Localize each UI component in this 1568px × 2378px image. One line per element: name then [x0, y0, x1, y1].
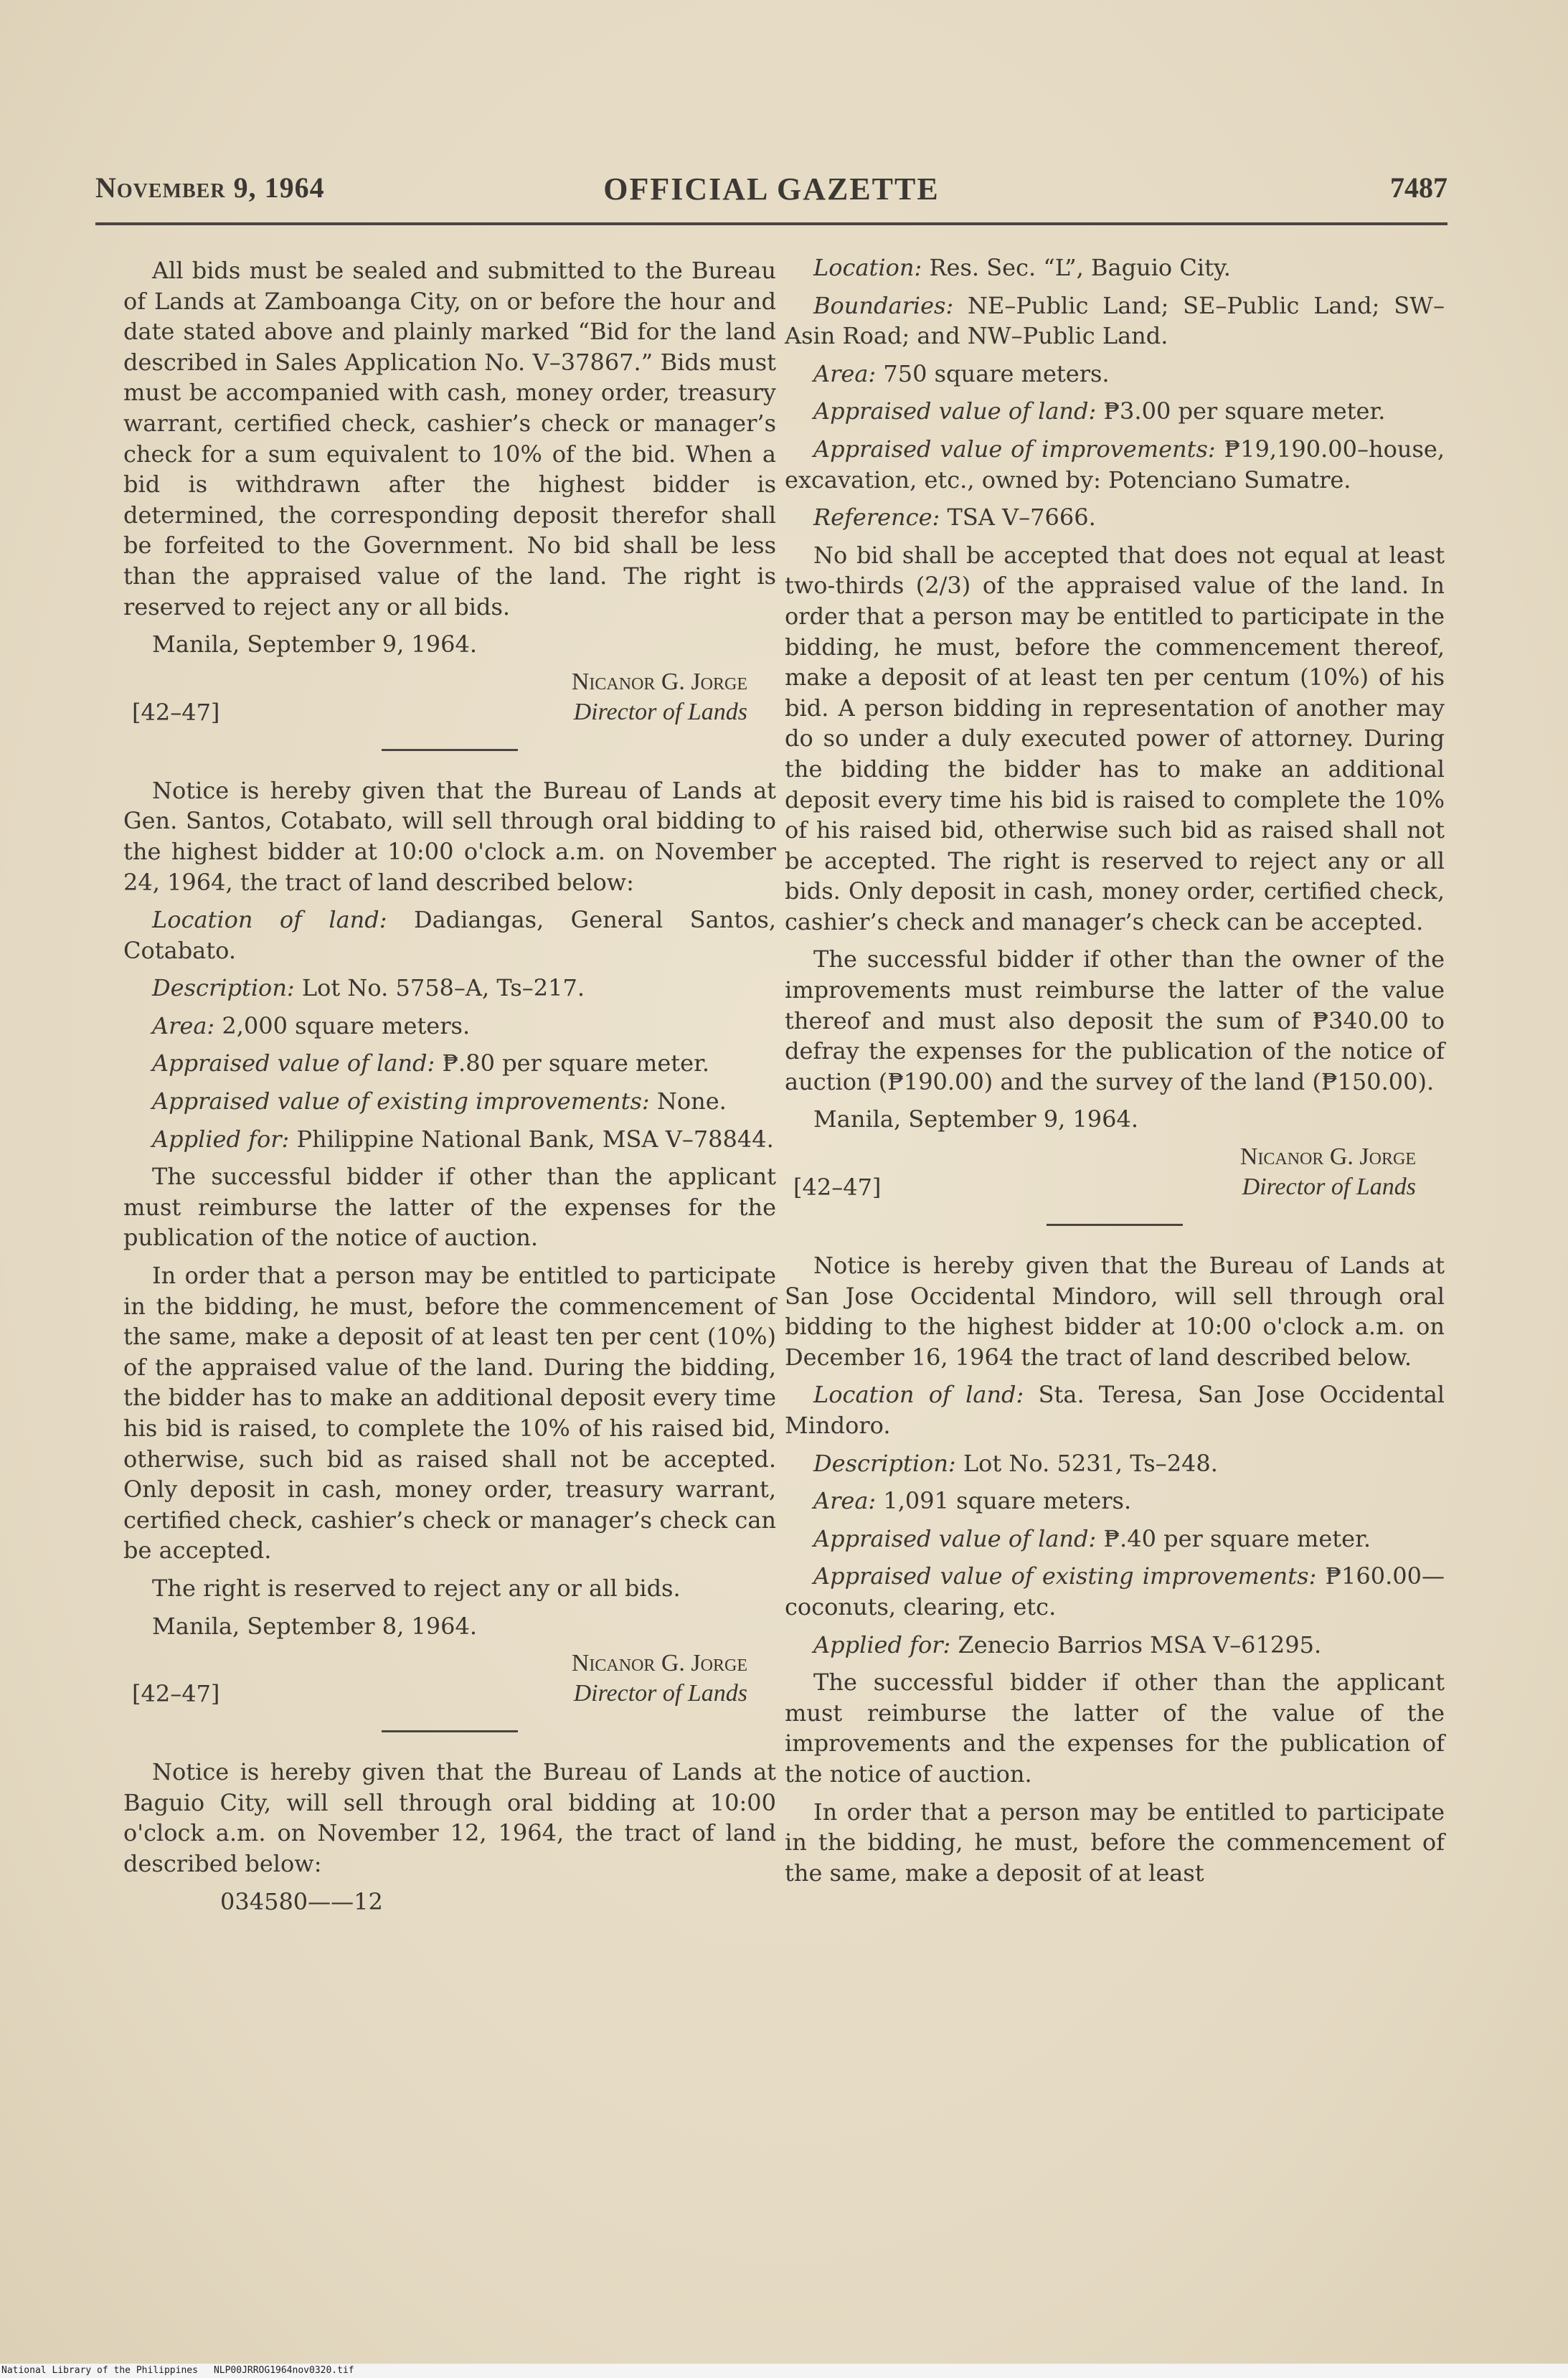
- field-value: ₱160.00—coconuts, clearing, etc.: [785, 1562, 1445, 1620]
- field-label: Appraised value of improvements:: [813, 435, 1216, 463]
- description-field: [785, 1448, 1445, 1479]
- applied-for-field: [123, 1124, 776, 1155]
- notice-date: Manila, September 9, 1964.: [152, 631, 478, 659]
- signatory-name: Nicanor G. Jorge: [571, 1650, 747, 1677]
- scan-footer: [0, 2364, 1568, 2378]
- appraised-land-field: [785, 1524, 1445, 1554]
- area-field: [785, 359, 1445, 390]
- reference-field: [785, 502, 1445, 533]
- notice-intro: Notice is hereby given that the Bureau of Lands at San Jose Occidental Mindoro, will sell through oral bidding to the highest bidder at 10:00 o'clock a.m. on December 16, 1964 the tract of land described below.: [785, 1252, 1445, 1371]
- field-label: Area:: [813, 359, 877, 387]
- section-divider: [1047, 1224, 1183, 1226]
- header-date: November 9, 1964: [95, 171, 325, 204]
- field-value: Philippine National Bank, MSA V–78844.: [289, 1125, 774, 1153]
- notice-date: Manila, September 8, 1964.: [152, 1612, 478, 1640]
- deposit-paragraph: In order that a person may be entitled to participate in the bidding, he must, before the commencement of the same, make a deposit of at least ten per cent (10%) of the appraised value of the land. During the bidding, the bidder has to make an additional deposit every time his bid is raised, to complete the 10% of his raised bid, otherwise, such bid as raised shall not be accepted. Only deposit in cash, money order, treasury warrant, certified check, cashier’s check or manager’s check can be accepted.: [123, 1262, 776, 1565]
- location-field: [785, 1379, 1445, 1440]
- area-field: [123, 1011, 776, 1042]
- field-label: Applied for:: [152, 1125, 290, 1153]
- field-value: 1,091 square meters.: [876, 1487, 1132, 1515]
- header-page-number: 7487: [1390, 171, 1447, 204]
- field-value: Lot No. 5758–A, Ts–217.: [294, 974, 585, 1002]
- field-value: Dadiangas, General Santos, Cotabato.: [123, 906, 777, 964]
- signatory-title: Director of Lands: [573, 698, 747, 725]
- field-value: Zenecio Barrios MSA V–61295.: [950, 1631, 1322, 1659]
- appraised-improvements-field: [785, 434, 1445, 495]
- location-field: [123, 905, 776, 966]
- no-bid-paragraph: No bid shall be accepted that does not equal at least two-thirds (2/3) of the appraised value of the land. In order that a person may be entitled to participate in the bidding, he must, before the commencement thereof, make a deposit of at least ten per centum (10%) of his bid. A person bidding in representation of another may do so under a duly executed power of attorney. During the bidding the bidder has to make an additional deposit every time his bid is raised to complete the 10% of his raised bid, otherwise such bid as raised shall not be accepted. The right is reserved to reject any or all bids. Only deposit in cash, money order, certified check, cashier’s check and manager’s check can be accepted.: [785, 541, 1445, 935]
- field-label: Description:: [813, 1449, 956, 1477]
- notice-date: Manila, September 9, 1964.: [813, 1105, 1139, 1133]
- field-label: Applied for:: [813, 1631, 951, 1659]
- field-label: Appraised value of land:: [813, 397, 1097, 425]
- library-credit: National Library of the Philippines: [1, 2365, 198, 2376]
- successful-bidder-paragraph: The successful bidder if other than the owner of the improvements must reimburse the latter of the value thereof and must also deposit the sum of ₱340.00 to defray the expenses for the publication of the notice of auction (₱190.00) and the survey of the land (₱150.00).: [785, 945, 1445, 1095]
- signature-block: [785, 1142, 1445, 1204]
- field-value: ₱19,190.00–house, excavation, etc., owned by: Potenciano Sumatre.: [785, 435, 1445, 494]
- field-label: Location of land:: [813, 1381, 1024, 1409]
- boundaries-field: [785, 291, 1445, 351]
- field-label: Appraised value of existing improvements:: [813, 1562, 1317, 1590]
- signatory-name: Nicanor G. Jorge: [1239, 1143, 1416, 1171]
- notice-intro: Notice is hereby given that the Bureau of Lands at Gen. Santos, Cotabato, will sell through oral bidding to the highest bidder at 10:00 o'clock a.m. on November 24, 1964, the tract of land described below:: [123, 776, 776, 896]
- left-column: [123, 255, 776, 1917]
- field-label: Boundaries:: [813, 291, 954, 319]
- field-value: Sta. Teresa, San Jose Occidental Mindoro.: [785, 1381, 1445, 1439]
- signature-block: [123, 1648, 776, 1710]
- field-value: TSA V–7666.: [940, 504, 1096, 532]
- issue-reference: [42–47]: [132, 1680, 220, 1708]
- issue-reference: [42–47]: [793, 1174, 882, 1202]
- area-field: [785, 1486, 1445, 1516]
- field-value: 750 square meters.: [876, 359, 1110, 387]
- field-value: ₱.40 per square meter.: [1096, 1524, 1371, 1552]
- header-title: OFFICIAL GAZETTE: [603, 171, 940, 207]
- field-label: Description:: [152, 974, 295, 1002]
- location-field: [785, 253, 1445, 283]
- field-label: Area:: [813, 1487, 877, 1515]
- field-label: Area:: [152, 1011, 215, 1039]
- field-value: ₱.80 per square meter.: [435, 1049, 710, 1077]
- description-field: [123, 973, 776, 1004]
- signatory-title: Director of Lands: [1242, 1174, 1416, 1201]
- applied-for-field: [785, 1630, 1445, 1661]
- field-value: None.: [649, 1087, 727, 1115]
- section-divider: [382, 1730, 518, 1732]
- print-code: 034580——12: [220, 1887, 383, 1915]
- field-value: Res. Sec. “L”, Baguio City.: [922, 254, 1231, 281]
- issue-reference: [42–47]: [132, 698, 220, 726]
- zamboanga-bid-paragraph: All bids must be sealed and submitted to the Bureau of Lands at Zamboanga City, on or before the hour and date stated above and plainly marked “Bid for the land described in Sales Application No. V–37867.” Bids must must be accompanied with cash, money order, treasury warrant, certified check, cashier’s check or manager’s check for a sum equivalent to 10% of the bid. When a bid is withdrawn after the highest bidder is determined, the corresponding deposit therefor shall be forfeited to the Government. No bid shall be less than the appraised value of the land. The right is reserved to reject any or all bids.: [123, 257, 776, 621]
- field-label: Appraised value of land:: [152, 1049, 435, 1077]
- appraised-improvements-field: [123, 1086, 776, 1117]
- right-column: [785, 253, 1445, 1895]
- header-rule: [95, 222, 1447, 225]
- right-reserved-paragraph: The right is reserved to reject any or all bids.: [152, 1574, 681, 1602]
- notice-intro: Notice is hereby given that the Bureau of Lands at Baguio City, will sell through oral bidding at 10:00 o'clock a.m. on November 12, 1964, the tract of land described below:: [123, 1758, 776, 1877]
- successful-bidder-paragraph: The successful bidder if other than the applicant must reimburse the latter of the value of the improvements and the expenses for the publication of the notice of auction.: [785, 1669, 1445, 1788]
- field-value: NE–Public Land; SE–Public Land; SW–Asin Road; and NW–Public Land.: [785, 291, 1445, 350]
- page-header: [95, 171, 1447, 214]
- signature-block: [123, 667, 776, 729]
- field-label: Appraised value of land:: [813, 1524, 1097, 1552]
- field-value: Lot No. 5231, Ts–248.: [955, 1449, 1218, 1477]
- field-label: Reference:: [813, 504, 940, 532]
- deposit-paragraph: In order that a person may be entitled to participate in the bidding, he must, before the commencement of the same, make a deposit of at least: [785, 1798, 1445, 1887]
- appraised-land-field: [785, 396, 1445, 427]
- successful-bidder-paragraph: The successful bidder if other than the applicant must reimburse the latter of the expenses for the publication of the notice of auction.: [123, 1163, 776, 1252]
- appraised-land-field: [123, 1048, 776, 1079]
- field-value: ₱3.00 per square meter.: [1096, 397, 1386, 425]
- signatory-name: Nicanor G. Jorge: [571, 668, 747, 695]
- scan-filename: NLP00JRROG1964nov0320.tif: [213, 2365, 354, 2376]
- field-label: Location:: [813, 254, 922, 281]
- field-label: Location of land:: [152, 906, 387, 934]
- signatory-title: Director of Lands: [573, 1680, 747, 1707]
- field-label: Appraised value of existing improvements:: [152, 1087, 650, 1115]
- section-divider: [382, 749, 518, 751]
- field-value: 2,000 square meters.: [214, 1011, 471, 1039]
- appraised-improvements-field: [785, 1561, 1445, 1622]
